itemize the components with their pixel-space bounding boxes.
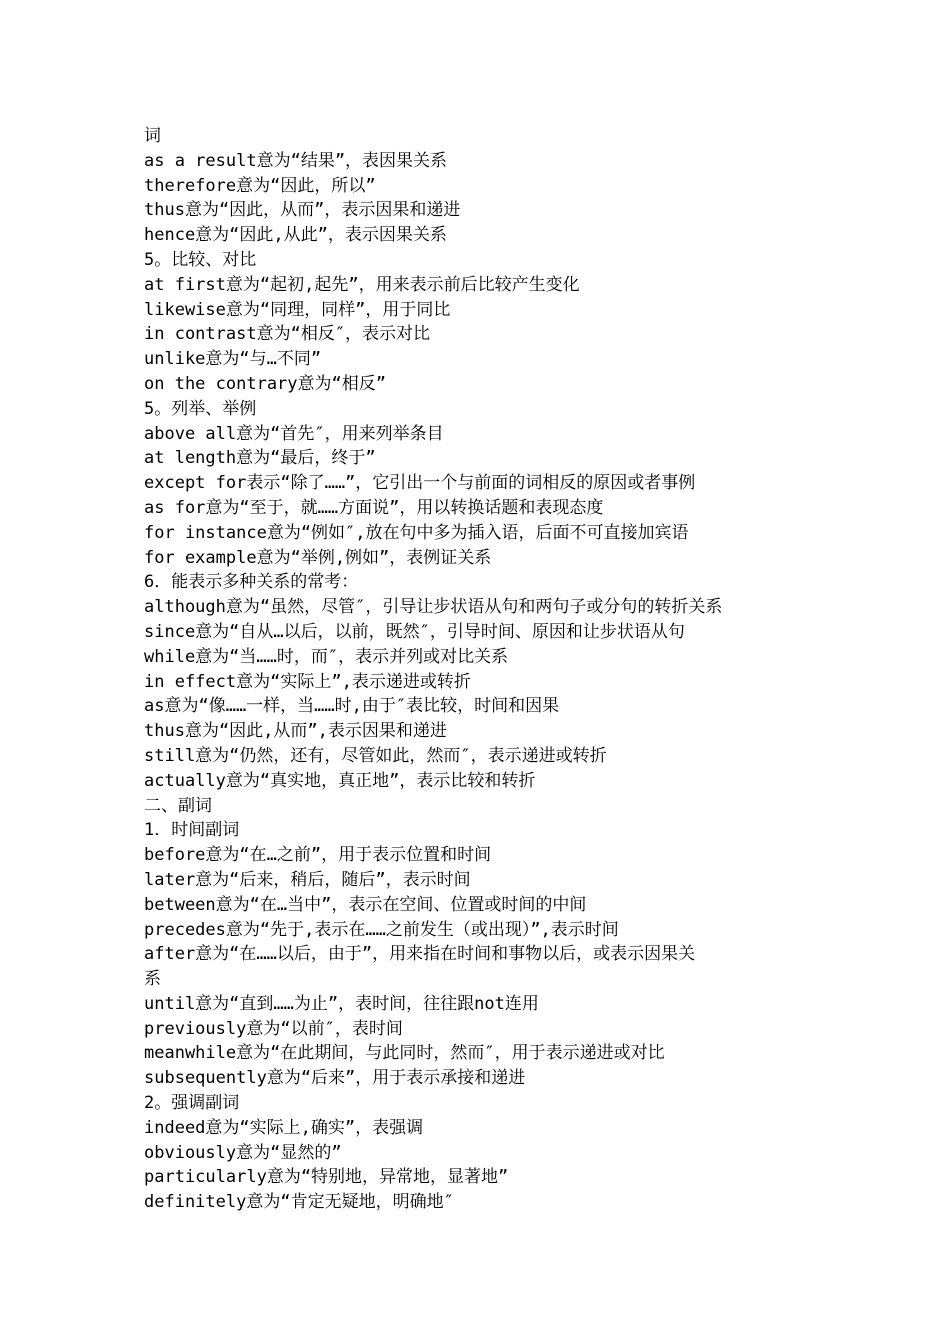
text-line: actually意为“真实地，真正地”，表示比较和转折 [144, 770, 536, 791]
text-line: for instance意为“例如″,放在句中多为插入语，后面不可直接加宾语 [144, 522, 689, 543]
text-line: hence意为“因此,从此”，表示因果关系 [144, 225, 447, 246]
text-line: obviously意为“显然的” [144, 1142, 342, 1163]
text-line: at length意为“最后，终于” [144, 448, 376, 469]
text-line: still意为“仍然，还有，尽管如此，然而″，表示递进或转折 [144, 745, 607, 766]
text-line: at first意为“起初,起先”，用来表示前后比较产生变化 [144, 274, 580, 295]
text-line: as for意为“至于，就……方面说”，用以转换话题和表现态度 [144, 497, 604, 518]
text-line: later意为“后来，稍后，随后”，表示时间 [144, 869, 471, 890]
text-line: above all意为“首先″，用来列举条目 [144, 423, 444, 444]
text-line: as a result意为“结果”，表因果关系 [144, 150, 448, 171]
text-line: except for表示“除了……”，它引出一个与前面的词相反的原因或者事例 [144, 473, 696, 494]
text-line: 词 [144, 126, 161, 146]
text-line: before意为“在…之前”，用于表示位置和时间 [144, 845, 492, 866]
text-line: until意为“直到……为止”，表时间，往往跟not连用 [144, 993, 539, 1014]
text-line: previously意为“以前″，表时间 [144, 1018, 403, 1039]
document-body [144, 124, 824, 1215]
text-line: as意为“像……一样，当……时,由于″表比较，时间和因果 [144, 696, 560, 717]
text-line: although意为“虽然，尽管″，引导让步状语从句和两句子或分句的转折关系 [144, 597, 723, 618]
section-heading: 2。强调副词 [144, 1093, 240, 1114]
text-line: meanwhile意为“在此期间，与此同时，然而″，用于表示递进或对比 [144, 1043, 665, 1064]
text-line: unlike意为“与…不同” [144, 349, 322, 370]
text-line: therefore意为“因此，所以” [144, 175, 376, 196]
section-heading: 5。列举、举例 [144, 398, 257, 419]
text-line: particularly意为“特别地，异常地，显著地” [144, 1167, 509, 1188]
text-line: thus意为“因此,从而”,表示因果和递进 [144, 721, 447, 742]
section-heading: 6．能表示多种关系的常考： [144, 572, 359, 593]
text-line: between意为“在…当中”，表示在空间、位置或时间的中间 [144, 894, 587, 915]
section-heading: 1．时间副词 [144, 820, 240, 841]
text-line: while意为“当……时，而″，表示并列或对比关系 [144, 646, 509, 667]
section-heading: 5。比较、对比 [144, 249, 257, 270]
text-line: thus意为“因此，从而”，表示因果和递进 [144, 200, 461, 221]
section-heading: 二、副词 [144, 795, 212, 816]
text-line: indeed意为“实际上,确实”，表强调 [144, 1117, 424, 1138]
text-line: after意为“在……以后，由于”，用来指在时间和事物以后，或表示因果关 [144, 944, 696, 965]
text-line: precedes意为“先于,表示在……之前发生（或出现）”,表示时间 [144, 919, 619, 940]
text-line: on the contrary意为“相反” [144, 373, 386, 394]
text-line: definitely意为“肯定无疑地，明确地″ [144, 1192, 454, 1213]
text-line: subsequently意为“后来”，用于表示承接和递进 [144, 1068, 526, 1089]
text-line: for example意为“举例,例如”，表例证关系 [144, 547, 492, 568]
text-line: likewise意为“同理，同样”，用于同比 [144, 299, 451, 320]
text-line: in contrast意为“相反″，表示对比 [144, 324, 431, 345]
text-line: since意为“自从…以后，以前，既然″，引导时间、原因和让步状语从句 [144, 621, 685, 642]
text-line: 系 [144, 969, 161, 990]
text-line: in effect意为“实际上”,表示递进或转折 [144, 671, 471, 692]
